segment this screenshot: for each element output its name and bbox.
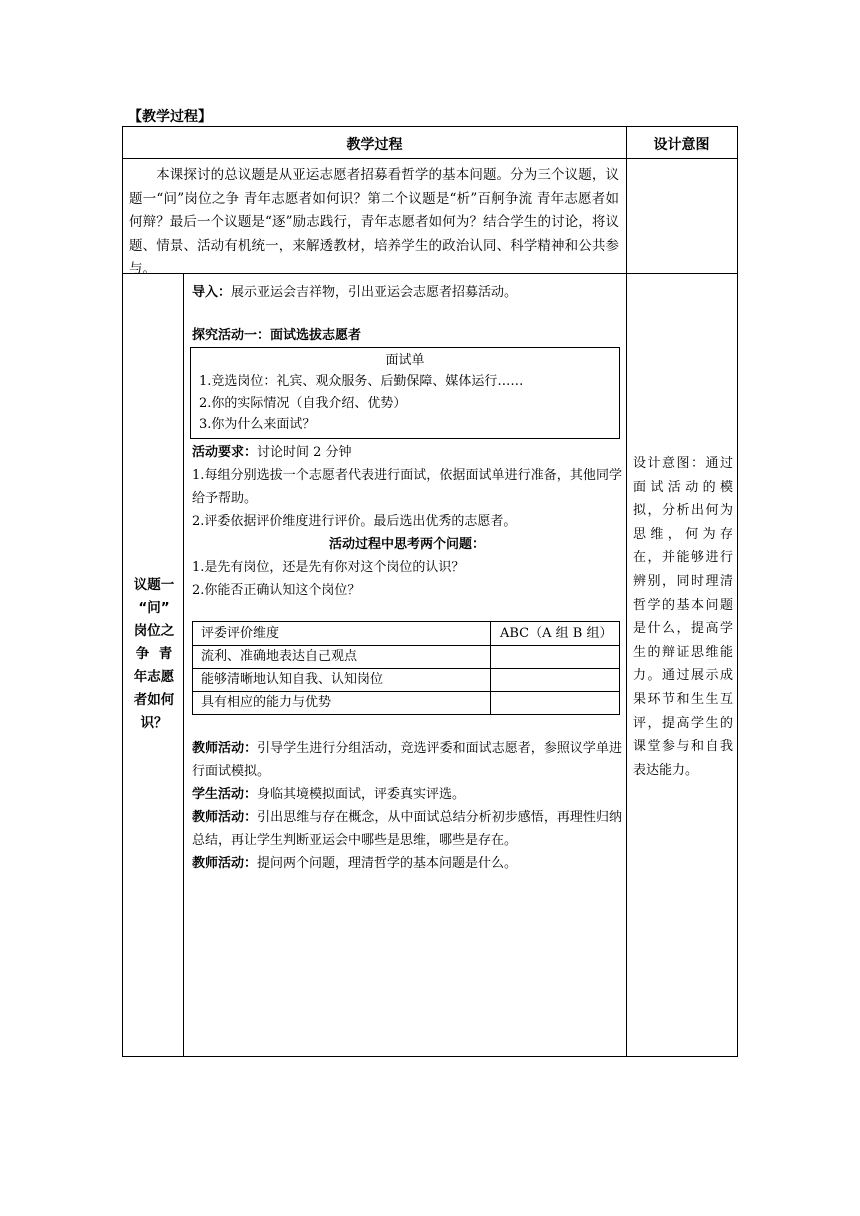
table-row: 流利、准确地表达自己观点	[201, 649, 358, 664]
activity-item: 教师活动：提问两个问题，理清哲学的基本问题是什么。	[192, 856, 518, 871]
interview-form-item: 1.竞选岗位：礼宾、观众服务、后勤保障、媒体运行……	[199, 374, 524, 389]
activity-requirements: 活动要求：讨论时间 2 分钟 1.每组分别选拔一个志愿者代表进行面试，依据面试单进行准备，其他同学给予帮助。 2.评委依据评价维度进行评价。最后选出优秀的志愿者。 活动过程中思考两个问题： 1.是先有岗位，还是先有你对这个岗位的认识？ 2.你能否正确认知这个岗位？	[192, 445, 622, 598]
activity-item: 教师活动：引出思维与存在概念，从中面试总结分析初步感悟，再理性归纳总结，再让学生判断亚运会中哪些是思维，哪些是存在。	[192, 810, 622, 848]
intro-paragraph: 本课探讨的总议题是从亚运志愿者招募看哲学的基本问题。分为三个议题，议题一“问”岗位之争 青年志愿者如何识？第二个议题是“析”百舸争流 青年志愿者如何辩？最后一个议题是“逐”励志践行，青年志愿者如何为？结合学生的讨论，将议题、情景、活动有机统一，来解透教材，培养学生的政治认同、科学精神和公共参与。	[129, 167, 619, 277]
topic-label: 议题一 “问” 岗位之 争 青 年志愿 者如何 识？	[133, 577, 175, 731]
column-divider	[183, 273, 184, 1056]
design-intent: 设计意图：通过面试活动的模拟，分析出何为思维，何为存在，并能够进行辨别，同时理清哲学的基本问题是什么，提高学生的辩证思维能力。通过展示成果环节和生生互评，提高学生的课堂参与和自我表达能力。	[633, 456, 733, 778]
table-row: 评委评价维度 ABC（A 组 B 组）	[201, 626, 613, 641]
row-divider	[123, 158, 737, 159]
interview-form-item: 2.你的实际情况（自我介绍、优势）	[199, 395, 407, 411]
table-row: 具有相应的能力与优势	[201, 695, 332, 710]
header-process: 教学过程	[346, 137, 403, 153]
interview-form	[190, 347, 620, 439]
table-row: 能够清晰地认知自我、认知岗位	[201, 672, 384, 687]
teaching-process-table	[122, 126, 738, 1057]
activity-item: 教师活动：引导学生进行分组活动，竞选评委和面试志愿者，参照议学单进行面试模拟。	[192, 741, 622, 779]
column-divider	[626, 127, 627, 1056]
header-intent: 设计意图	[653, 137, 710, 153]
import-line: 导入：展示亚运会吉祥物，引出亚运会志愿者招募活动。	[192, 285, 518, 300]
activity-item: 学生活动：身临其境模拟面试，评委真实评选。	[192, 787, 466, 802]
evaluation-table	[192, 621, 620, 715]
think-title: 活动过程中思考两个问题：	[328, 537, 485, 552]
interview-form-title: 面试单	[385, 353, 425, 368]
section-title: 【教学过程】	[128, 109, 212, 125]
activity-list	[192, 737, 622, 875]
activity-title: 探究活动一：面试选拔志愿者	[192, 328, 362, 343]
interview-form-item: 3.你为什么来面试？	[199, 417, 316, 432]
